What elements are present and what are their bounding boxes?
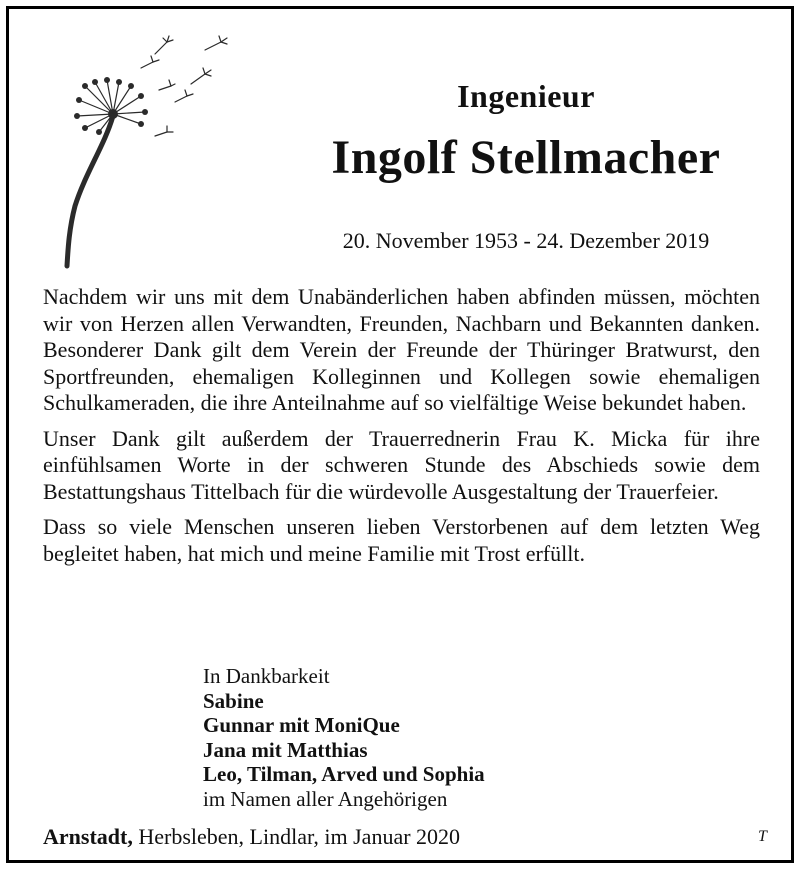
signature-outro: im Namen aller Angehörigen <box>203 786 448 811</box>
paragraph: Unser Dank gilt außerdem der Trauerrednerin Frau K. Micka für ihre einfühlsamen Worte in der schweren Stunde des Abschieds sowie dem Bestattungshaus Tittelbach für die würdevolle Ausgestaltung der Trauerfeier. <box>43 425 760 504</box>
paragraph: Nachdem wir uns mit dem Unabänderlichen haben abfinden müssen, möchten wir von Herzen allen Verwandten, Freunden, Nachbarn und Bekannten danken. Besonderer Dank gilt dem Verein der Freunde der Thüringer Bratwurst, den Sportfreunden, ehemaligen Kolleginnen und Kollegen sowie ehemaligen Schulkameraden, die ihre Anteilnahme auf so vielfältige Weise bekundet haben. <box>43 284 760 415</box>
dandelion-icon <box>55 24 265 274</box>
signature-name: Leo, Tilman, Arved und Sophia <box>203 762 485 786</box>
signature-name: Jana mit Matthias <box>203 737 368 762</box>
footer-city: Arnstadt, <box>43 824 133 849</box>
signature-block <box>203 664 485 811</box>
signature-intro: In Dankbarkeit <box>203 664 330 688</box>
profession-title: Ingenieur <box>457 78 595 114</box>
publisher-mark: T <box>758 828 767 845</box>
paragraph: Dass so viele Menschen unseren lieben Verstorbenen auf dem letzten Weg begleitet haben, hat mich und meine Familie mit Trost erfüllt. <box>43 514 760 566</box>
footer-rest: Herbsleben, Lindlar, im Januar 2020 <box>132 824 461 849</box>
signature-name: Sabine <box>203 688 264 713</box>
place-date-line <box>43 824 460 850</box>
deceased-name: Ingolf Stellmacher <box>331 131 721 184</box>
signature-name: Gunnar mit MoniQue <box>203 713 400 737</box>
life-dates: 20. November 1953 - 24. Dezember 2019 <box>342 228 710 253</box>
notice-body <box>43 284 760 576</box>
